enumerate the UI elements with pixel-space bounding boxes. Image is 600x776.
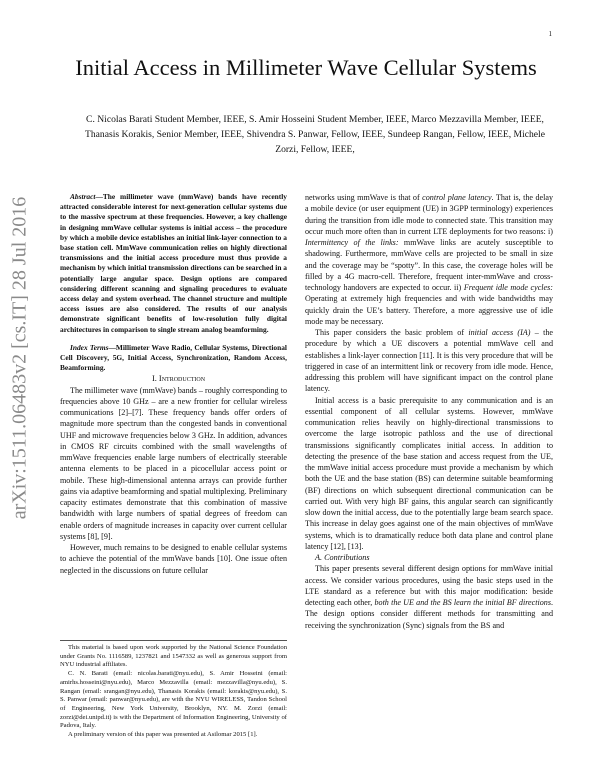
footnote: C. N. Barati (email: nicolas.barati@nyu.edu), S. Amir Hosseini (email: amirhs.hosseini@nyu.edu), Marco Mezzavilla (email: mezzavilla@nyu.edu), S. Rangan (email: srangan@nyu.edu), Thanasis Korakis (email: korakis@nyu.edu), S. S. Panwar (email: panwar@nyu.edu), are with the NYU WIRELESS, Tandon School of Engineering, New York University, Brooklyn, NY. M. Zorzi (email: zorzi@dei.unipd.it) is with the Department of Information Engineering, University of Padova, Italy.	[60, 670, 287, 730]
right-column	[305, 192, 553, 631]
footnote: A preliminary version of this paper was presented at Asilomar 2015 [1].	[68, 731, 258, 739]
left-column	[60, 192, 287, 576]
emphasis: control plane latency	[422, 193, 492, 202]
subsection-heading: A. Contributions	[315, 553, 370, 562]
paragraph: However, much remains to be designed to enable cellular systems to achieve the potential of the mmWave bands [10]. One issue often neglected in the discussions on future cellular	[60, 543, 287, 575]
index-terms-text: —Millimeter Wave Radio, Cellular Systems, Directional Cell Discovery, 5G, Initial Access, Synchronization, Random Access, Beamforming.	[60, 342, 287, 373]
paper-title: Initial Access in Millimeter Wave Cellular Systems	[75, 55, 537, 80]
text-run: Initial access is a basic prerequisite to any communication and is an essential component of all cellular systems. However, mmWave communication relies heavily on highly-directional transmissions to overcome the large isotropic pathloss and the use of directional transmissions significantly complicates initial access. In addition to detecting the presence of the base station and access request from the UE, the mmWave initial access procedure must provide a mechanism by which both the UE and the base station (BS) can determine suitable beamforming (BF) directions on which subsequent directional communication can be carried out. With very high BF gains, this angular search can significantly slow down the initial access, due to the potentially large beam search space. This increase in delay goes against one of the main objectives of mmWave systems, which is to dramatically reduce both data plane and control plane latency [12], [13].	[305, 395, 553, 551]
emphasis: Intermittency of the links:	[305, 238, 399, 247]
page-number: 1	[548, 30, 552, 38]
paragraph	[305, 192, 553, 327]
index-terms-lead: Index Terms	[70, 342, 109, 352]
text-run: – the procedure by which a UE discovers a potential mmWave cell and establishes a link-layer connection [11]. It is this very procedure that will be triggered in case of an intermittent link or recovery from idle mode. Hence, addressing this problem will have significant impact on the control plane latency.	[305, 328, 553, 394]
text-run: This paper considers the basic problem of	[315, 328, 469, 337]
section-heading: I. Introduction	[151, 374, 206, 384]
text-run: . The design options consider different methods for transmitting and receiving the synchronization (Sync) signals from the BS and	[305, 598, 553, 630]
paragraph	[305, 327, 553, 395]
text-run: This paper presents several different design options for mmWave initial access. We consider various procedures, using the basic steps used in the LTE standard as a reference but with this major modification: beside detecting each other,	[305, 564, 553, 607]
index-terms	[60, 343, 287, 374]
paragraph	[305, 563, 553, 631]
arxiv-stamp-text: arXiv:1511.06483v2 [cs.IT] 28 Jul 2016	[8, 196, 31, 520]
footnotes	[60, 640, 287, 740]
text-run: . That is, the delay a mobile device (or user equipment (UE) in 3GPP terminology) experiences during the transition from idle mode to connected state. This transition may occur much more often than in current LTE deployments for two reasons: i)	[305, 193, 553, 236]
author-list: C. Nicolas Barati Student Member, IEEE, S. Amir Hosseini Student Member, IEEE, Marco Mezzavilla Member, IEEE, Thanasis Korakis, Senior Member, IEEE, Shivendra S. Panwar, Fellow, IEEE, Sundeep Rangan, Fellow, IEEE, Michele Zorzi, Fellow, IEEE,	[85, 114, 545, 155]
text-run: Operating at extremely high frequencies and with wide bandwidths may quickly drain the UE’s battery. Therefore, a more aggressive use of idle mode may be necessary.	[305, 294, 553, 326]
abstract-text: —The millimeter wave (mmWave) bands have recently attracted considerable interest for next-generation cellular systems due to the massive spectrum at these frequencies. However, a key challenge in designing mmWave cellular systems is initial access – the procedure by which a mobile device establishes an initial link-layer connection to a base station cell. MmWave communication relies on highly directional transmissions and the initial access procedure must thus provide a mechanism by which initial transmission directions can be searched in a potentially large angular space. Design options are compared considering different scanning and signaling procedures to evaluate access delay and system overhead. The channel structure and multiple access issues are also considered. The results of our analysis demonstrate significant benefits of low-resolution fully digital architectures in comparison to single stream analog beamforming.	[60, 192, 287, 334]
paragraph	[305, 395, 553, 553]
emphasis: initial access (IA)	[468, 328, 531, 337]
paragraph: The millimeter wave (mmWave) bands – roughly corresponding to frequencies above 10 GHz – are a new frontier for cellular wireless communications [2]–[7]. These frequency bands offer orders of magnitude more spectrum than the congested bands in conventional UHF and microwave frequencies below 3 GHz. In addition, advances in CMOS RF circuits combined with the small wavelengths of mmWave frequencies enable large numbers of electrically steerable antenna elements to be placed in a picocellular access point or mobile. These high-dimensional antenna arrays can provide further gains via adaptive beamforming and spatial multiplexing. Preliminary capacity estimates demonstrate that this combination of massive bandwidth with large numbers of spatial degrees of freedom can enable orders of magnitude increases in capacity over current cellular systems [8], [9].	[60, 385, 287, 541]
emphasis: both the UE and the BS learn the initial BF directions	[374, 598, 551, 607]
text-run: networks using mmWave is that of	[305, 193, 423, 202]
text-run: mmWave links are acutely susceptible to shadowing. Furthermore, mmWave cells are projected to be small in size and the coverage may be “spotty”. In this case, the coverage holes will be filled by a 4G macro-cell. Therefore, frequent inter-mmWave and cross-technology handovers are expected to occur. ii)	[305, 238, 554, 292]
abstract	[60, 192, 287, 335]
emphasis: Frequent idle mode cycles:	[463, 283, 553, 292]
arxiv-stamp	[2, 118, 38, 598]
abstract-lead: Abstract	[70, 192, 96, 201]
footnote: This material is based upon work supported by the National Science Foundation under Grants No. 1116589, 1237821 and 1547332 as well as generous support from NYU industrial affiliates.	[60, 644, 287, 669]
